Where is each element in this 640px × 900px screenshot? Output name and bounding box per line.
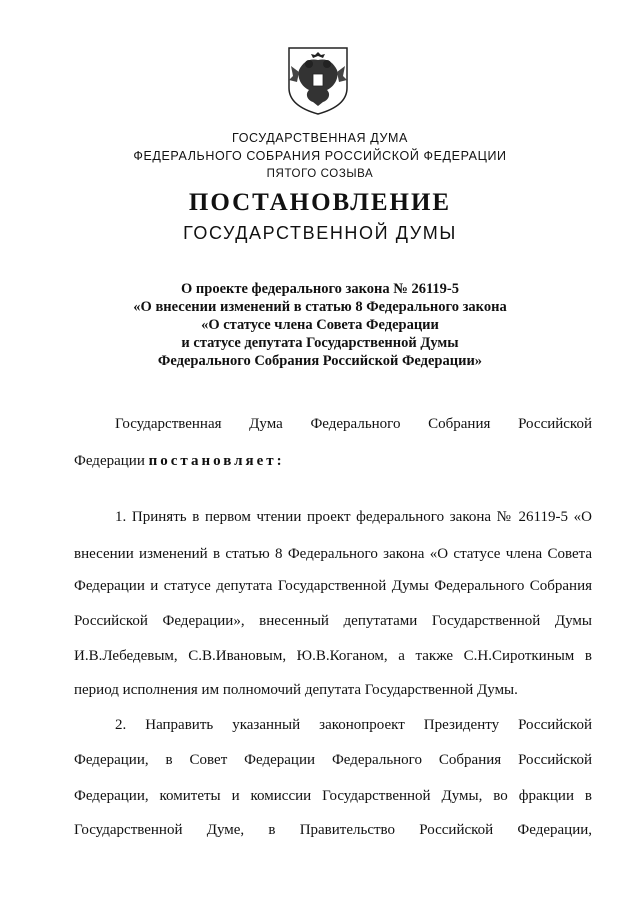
item1-line: Российской Федерации», внесенный депутатами Государственной Думы xyxy=(74,613,592,629)
subject-line: «О внесении изменений в статью 8 Федерального закона xyxy=(133,299,507,315)
item1-line: Федерации и статусе депутата Государственной Думы Федерального Собрания xyxy=(74,578,592,594)
item2-line: Федерации, комитеты и комиссии Государственной Думы, во фракции в xyxy=(74,788,592,804)
subject-line: «О статусе члена Совета Федерации xyxy=(201,317,439,333)
subject-line: Федерального Собрания Российской Федерации» xyxy=(157,353,483,369)
preamble-line-2 xyxy=(74,453,592,470)
document-subtitle: ГОСУДАРСТВЕННОЙ ДУМЫ xyxy=(183,223,457,243)
item1-line: внесении изменений в статью 8 Федерального закона «О статусе члена Совета xyxy=(74,546,592,562)
subject-line: и статусе депутата Государственной Думы xyxy=(181,335,459,351)
coat-of-arms-emblem xyxy=(283,44,353,116)
resolution-subject xyxy=(0,280,640,370)
document-title: ПОСТАНОВЛЕНИЕ xyxy=(188,189,452,216)
header-line-3: ПЯТОГО СОЗЫВА xyxy=(266,168,374,180)
preamble-line-1: Государственная Дума Федерального Собрания Российской xyxy=(115,416,592,432)
item2-line: 2. Направить указанный законопроект Президенту Российской xyxy=(115,717,592,733)
item1-line: 1. Принять в первом чтении проект федерального закона № 26119-5 «О xyxy=(115,509,592,525)
header-line-1: ГОСУДАРСТВЕННАЯ ДУМА xyxy=(232,131,408,145)
item2-line: Федерации, в Совет Федерации Федерального Собрания Российской xyxy=(74,752,592,768)
item1-line: И.В.Лебедевым, С.В.Ивановым, Ю.В.Коганом, а также С.Н.Сироткиным в xyxy=(74,648,592,664)
item1-line: период исполнения им полномочий депутата Государственной Думы. xyxy=(74,682,518,698)
item2-line: Государственной Думе, в Правительство Российской Федерации, xyxy=(74,822,592,838)
subject-line: О проекте федерального закона № 26119-5 xyxy=(181,281,459,297)
header-line-2: ФЕДЕРАЛЬНОГО СОБРАНИЯ РОССИЙСКОЙ ФЕДЕРАЦИИ xyxy=(133,149,507,163)
preamble-start: Федерации xyxy=(74,453,145,469)
preamble-decree: постановляет: xyxy=(148,453,285,469)
